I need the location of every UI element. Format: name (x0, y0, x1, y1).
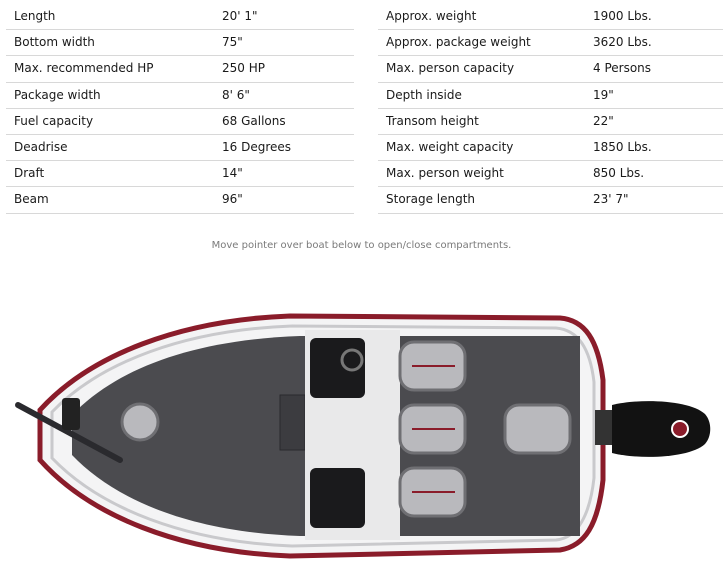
storage-hatch[interactable] (280, 395, 305, 450)
spec-value: 23' 7" (593, 192, 629, 207)
spec-row (6, 30, 354, 56)
passenger-console[interactable] (310, 468, 365, 528)
spec-row (6, 83, 354, 109)
spec-row (6, 161, 354, 187)
spec-label: Max. weight capacity (386, 139, 514, 154)
spec-label: Length (14, 9, 56, 23)
spec-row (6, 135, 354, 161)
spec-row (6, 4, 354, 30)
outboard-motor[interactable] (612, 401, 710, 457)
spec-value: 4 Persons (593, 61, 652, 76)
spec-value: 68 Gallons (222, 113, 286, 128)
spec-label: Deadrise (14, 139, 68, 154)
spec-label: Draft (14, 166, 45, 181)
spec-label: Max. person capacity (386, 61, 515, 76)
spec-label: Max. recommended HP (14, 61, 154, 76)
spec-label: Fuel capacity (14, 113, 94, 128)
bow-seat[interactable] (122, 404, 158, 440)
spec-label: Beam (14, 192, 49, 207)
spec-row (6, 187, 354, 213)
specs-column-left (6, 4, 354, 214)
rear-seat[interactable] (505, 405, 570, 453)
spec-value: 20' 1" (222, 9, 258, 23)
spec-row (378, 4, 723, 30)
spec-label: Depth inside (386, 87, 462, 102)
spec-row (6, 109, 354, 135)
spec-label: Approx. weight (386, 9, 477, 23)
spec-row (378, 109, 723, 135)
spec-value: 850 Lbs. (593, 166, 645, 181)
spec-row (6, 56, 354, 82)
spec-row (378, 161, 723, 187)
spec-row (378, 83, 723, 109)
spec-row (378, 30, 723, 56)
spec-label: Bottom width (14, 35, 95, 50)
spec-label: Max. person weight (386, 166, 504, 181)
spec-value: 3620 Lbs. (593, 35, 652, 50)
spec-value: 22" (593, 113, 614, 128)
spec-row (378, 135, 723, 161)
spec-value: 75" (222, 35, 243, 50)
spec-row (378, 56, 723, 82)
spec-value: 8' 6" (222, 87, 250, 102)
spec-value: 1900 Lbs. (593, 9, 652, 23)
seat-row (400, 342, 465, 516)
specs-column-right (378, 4, 723, 214)
spec-label: Storage length (386, 192, 476, 207)
spec-label: Approx. package weight (386, 35, 531, 50)
spec-value: 19" (593, 87, 614, 102)
specs-table (6, 4, 722, 206)
compartment-hint: Move pointer over boat below to open/close compartments. (211, 240, 512, 251)
spec-row (378, 187, 723, 213)
motor-logo-icon (672, 421, 688, 437)
spec-value: 1850 Lbs. (593, 139, 652, 154)
spec-label: Package width (14, 87, 101, 102)
spec-value: 96" (222, 192, 243, 207)
spec-value: 14" (222, 166, 243, 181)
trolling-motor-head (62, 398, 80, 430)
spec-value: 250 HP (222, 61, 265, 76)
spec-label: Transom height (386, 113, 479, 128)
boat-diagram[interactable] (0, 300, 723, 574)
spec-value: 16 Degrees (222, 139, 292, 154)
